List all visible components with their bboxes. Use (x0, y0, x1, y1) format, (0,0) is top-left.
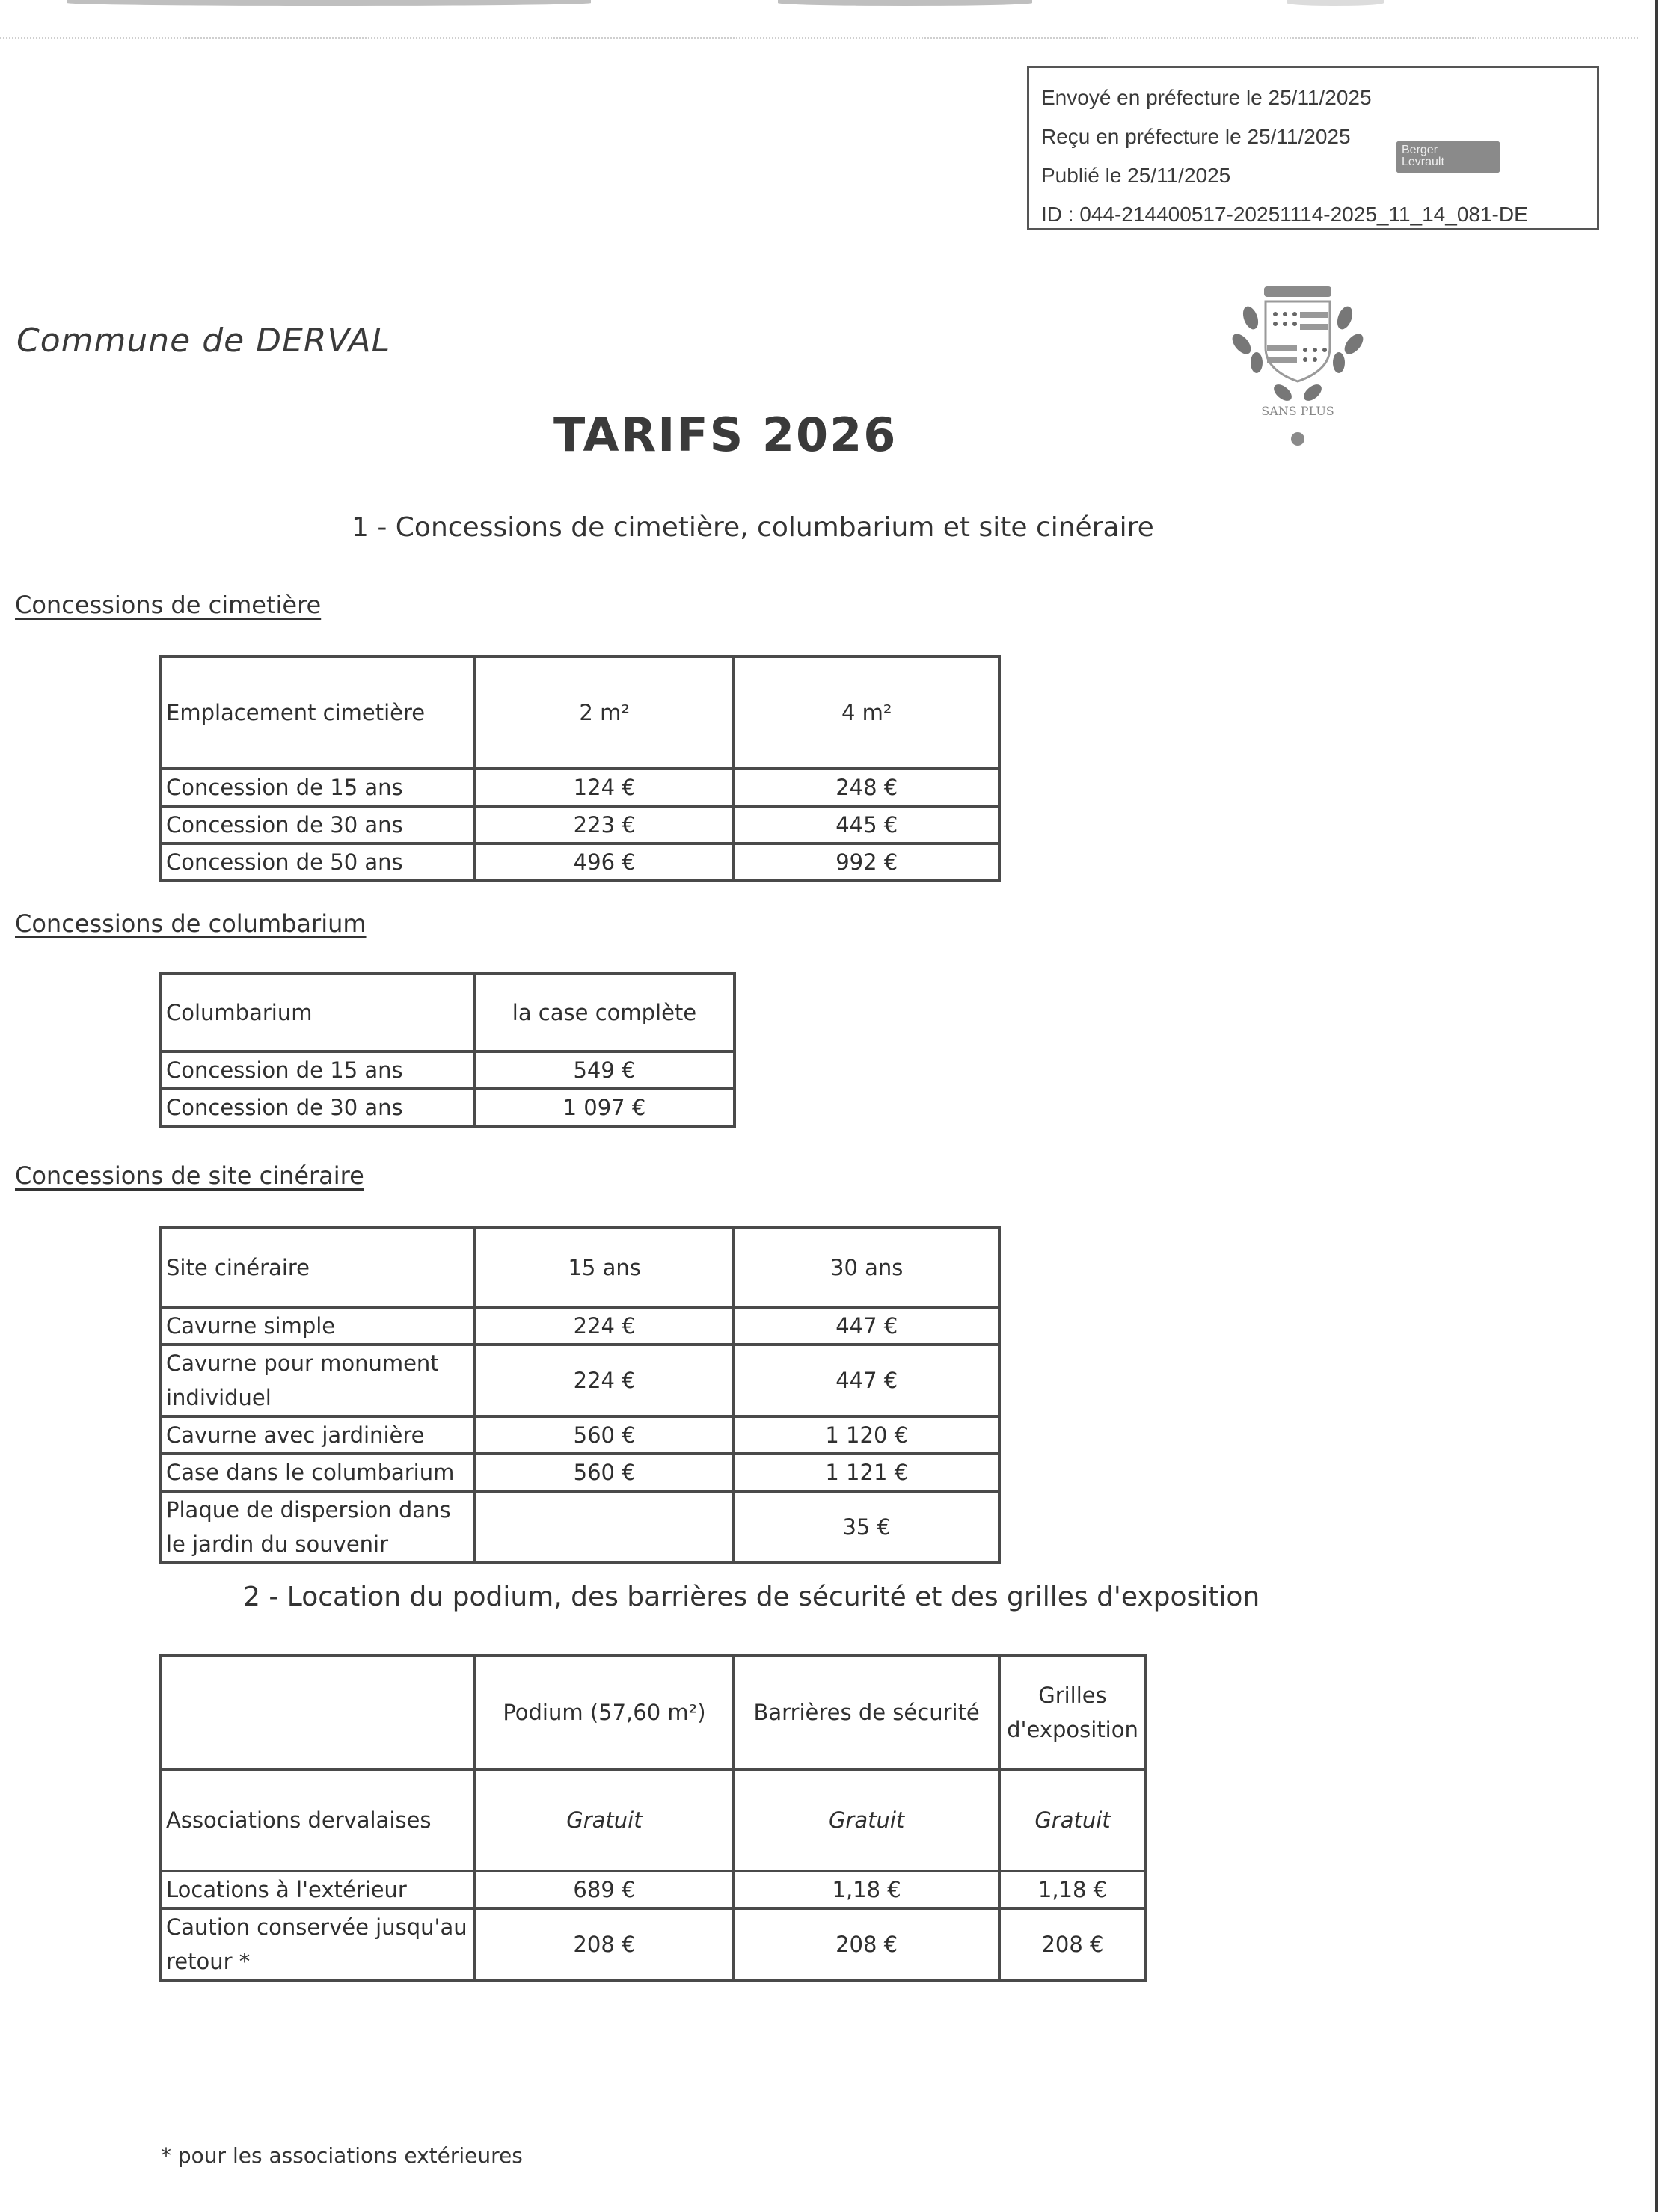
scan-dotted-line (0, 37, 1638, 39)
table-row: Concession de 15 ans 549 € (160, 1051, 735, 1089)
scan-shadow (67, 0, 591, 6)
cimetiere-heading: Concessions de cimetière (15, 591, 322, 619)
section-1-title: 1 - Concessions de cimetière, columbarium et site cinéraire (352, 512, 1154, 543)
header-cell: 4 m² (734, 657, 999, 769)
scan-shadow (778, 0, 1032, 6)
scan-page-edge (1655, 0, 1658, 2212)
section-2-title: 2 - Location du podium, des barrières de sécurité et des grilles d'exposition (243, 1582, 1260, 1612)
table-row: Cavurne simple 224 € 447 € (160, 1307, 999, 1345)
stamp-sent: Envoyé en préfecture le 25/11/2025 (1041, 86, 1372, 109)
table-row: Associations dervalaises Gratuit Gratuit Gratuit (160, 1769, 1146, 1871)
berger-levrault-logo: Berger Levrault (1396, 141, 1500, 173)
columbarium-table (159, 972, 736, 1128)
table-row: Concession de 30 ans 1 097 € (160, 1089, 735, 1126)
table-row: Concession de 30 ans 223 € 445 € (160, 806, 999, 844)
location-table (159, 1654, 1147, 1982)
header-cell: Site cinéraire (160, 1228, 475, 1307)
table-row: Cavurne pour monument individuel 224 € 447 € (160, 1345, 999, 1416)
header-cell: la case complète (474, 974, 735, 1051)
commune-name: Commune de DERVAL (16, 322, 391, 360)
header-cell (160, 1656, 475, 1769)
table-row: Case dans le columbarium 560 € 1 121 € (160, 1454, 999, 1491)
header-cell: Columbarium (160, 974, 474, 1051)
table-row: Locations à l'extérieur 689 € 1,18 € 1,18 € (160, 1871, 1146, 1908)
site-cineraire-table (159, 1226, 1001, 1564)
cimetiere-table (159, 655, 1001, 882)
coat-of-arms-icon (1219, 273, 1376, 452)
table-row: Cavurne avec jardinière 560 € 1 120 € (160, 1416, 999, 1454)
stamp-published: Publié le 25/11/2025 (1041, 164, 1231, 187)
header-cell: Grilles d'exposition (999, 1656, 1146, 1769)
svg-text:SANS PLUS: SANS PLUS (1261, 404, 1334, 418)
footnote: * pour les associations extérieures (161, 2143, 523, 2168)
stamp-received: Reçu en préfecture le 25/11/2025 (1041, 125, 1351, 148)
columbarium-heading: Concessions de columbarium (15, 909, 367, 938)
header-cell: 15 ans (475, 1228, 735, 1307)
header-cell: 30 ans (734, 1228, 999, 1307)
header-cell: Emplacement cimetière (160, 657, 475, 769)
page-title: TARIFS 2026 (553, 408, 898, 462)
site-cineraire-heading: Concessions de site cinéraire (15, 1161, 364, 1190)
prefecture-stamp (1027, 66, 1599, 230)
scan-shadow (1287, 0, 1384, 6)
table-row: Caution conservée jusqu'au retour * 208 € 208 € 208 € (160, 1908, 1146, 1980)
table-row: Concession de 50 ans 496 € 992 € (160, 844, 999, 881)
table-row: Concession de 15 ans 124 € 248 € (160, 769, 999, 806)
header-cell: 2 m² (475, 657, 735, 769)
stamp-id: ID : 044-214400517-20251114-2025_11_14_081-DE (1041, 203, 1528, 226)
header-cell: Barrières de sécurité (734, 1656, 999, 1769)
header-cell: Podium (57,60 m²) (475, 1656, 735, 1769)
table-row: Plaque de dispersion dans le jardin du souvenir 35 € (160, 1491, 999, 1563)
